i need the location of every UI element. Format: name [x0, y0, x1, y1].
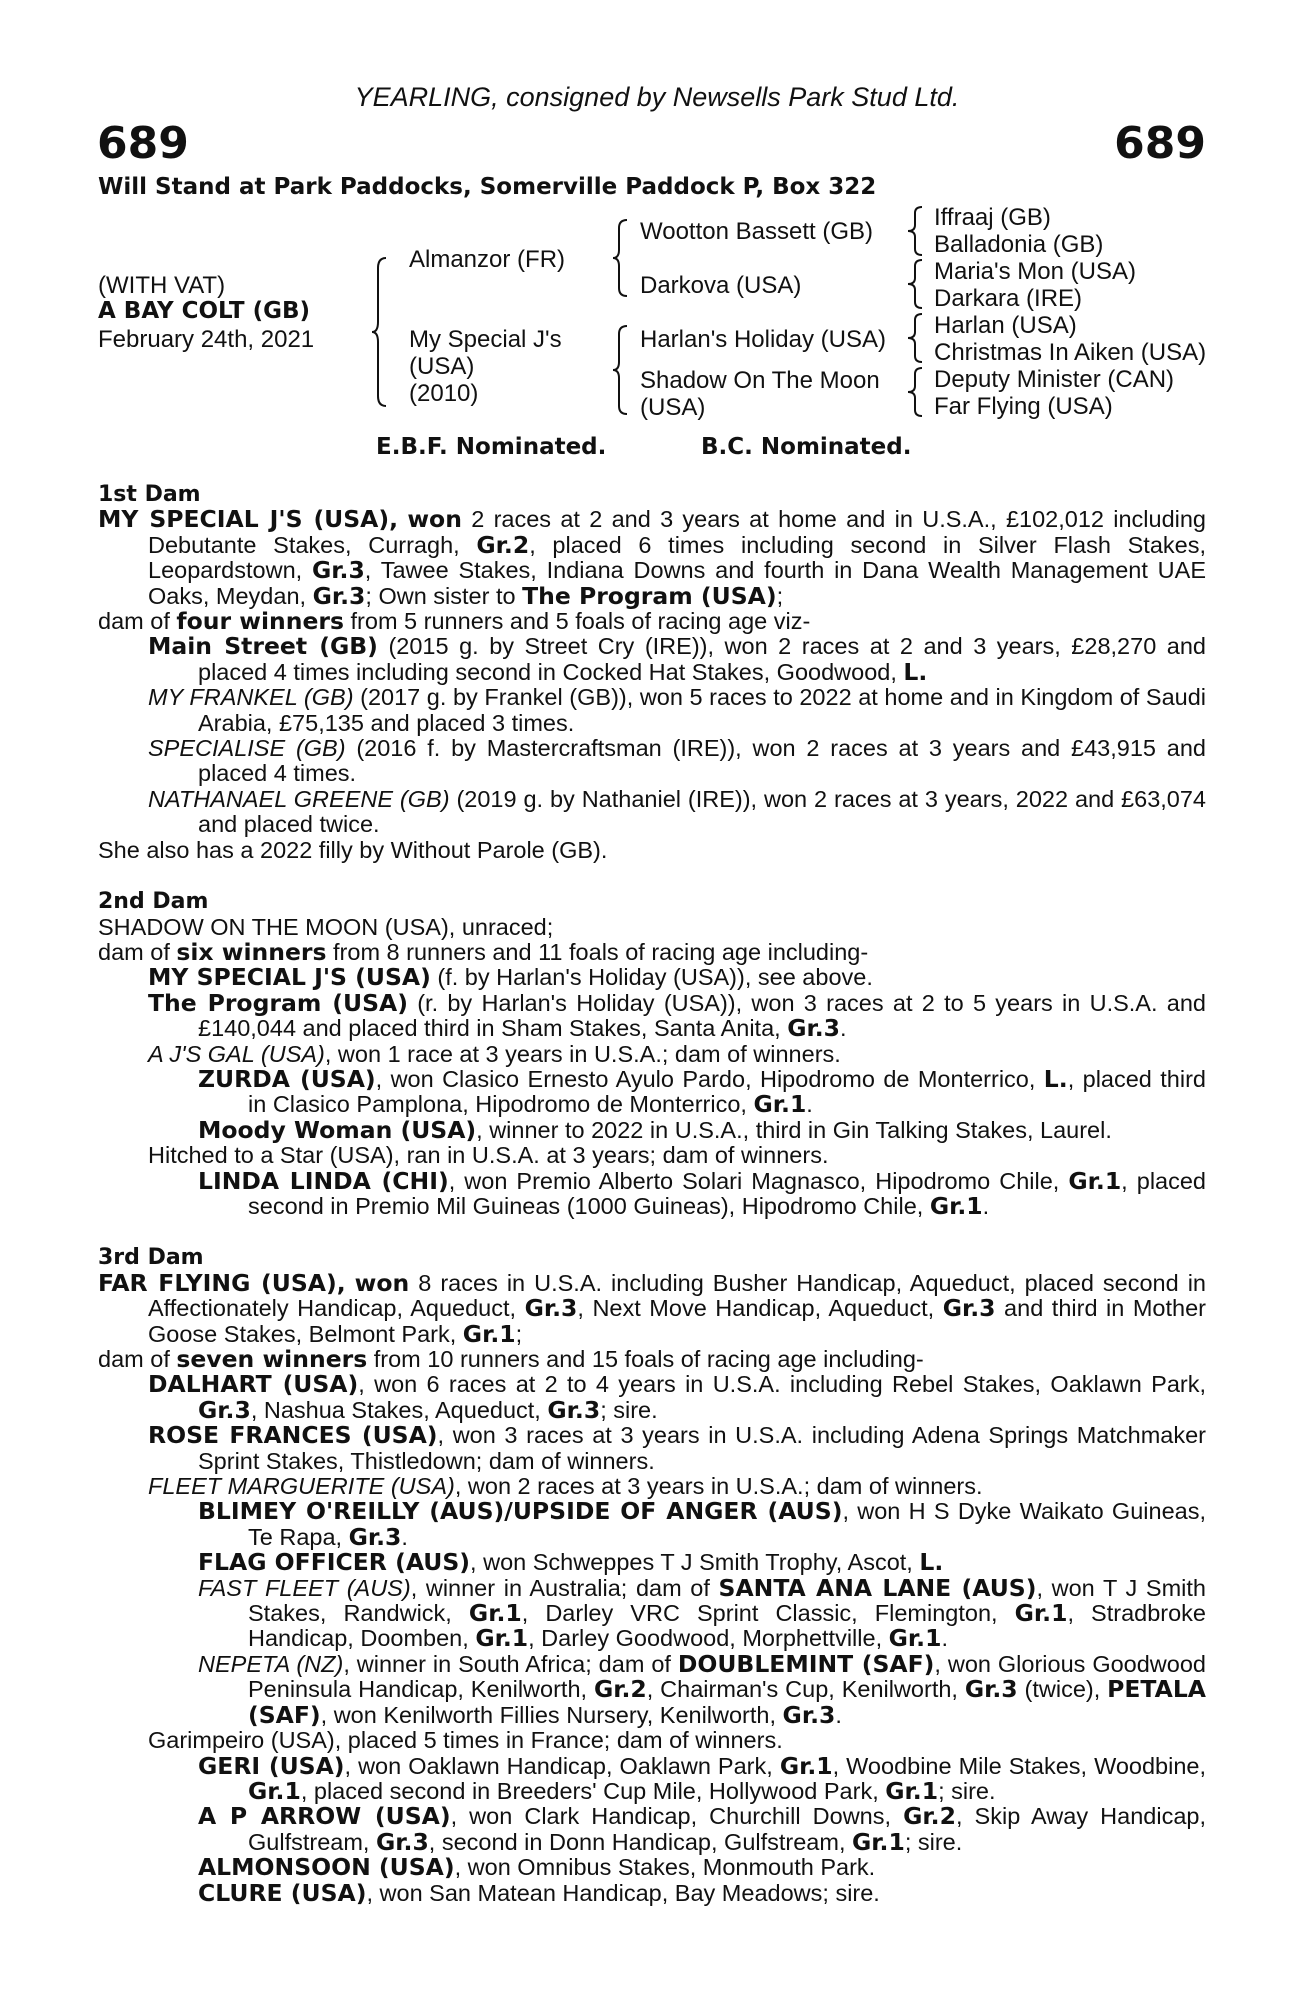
g3-ancestor: Balladonia (GB) — [934, 231, 1104, 258]
brace-main — [372, 256, 392, 408]
produce-entry: NATHANAEL GREENE (GB) (2019 g. by Nathaniel (IRE)), won 2 races at 3 years, 2022 and £63,074 and placed twice. — [148, 785, 1207, 838]
catalogue-body — [98, 482, 1206, 1906]
dam-dam-line2: (USA) — [640, 394, 706, 421]
third-dam-summary: FAR FLYING (USA), won 8 races in U.S.A. including Busher Handicap, Aqueduct, placed second in Affectionately Handicap, Aqueduct, Gr.3, Next Move Handicap, Aqueduct, Gr.3 and third in Mother Goose Stakes, Belmont Park, Gr.1; — [98, 1268, 1206, 1348]
produce-entry: ROSE FRANCES (USA), won 3 races at 3 years in U.S.A. including Adena Springs Matchmaker Sprint Stakes, Thistledown; dam of winners. — [148, 1421, 1206, 1474]
consignment-line: YEARLING, consigned by Newsells Park Stud Ltd. — [354, 82, 960, 112]
produce-entry: MY FRANKEL (GB) (2017 g. by Frankel (GB)), won 5 races to 2022 at home and in Kingdom of Saudi Arabia, £75,135 and placed 3 times. — [148, 684, 1206, 736]
produce-entry: DALHART (USA), won 6 races at 2 to 4 years in U.S.A. including Rebel Stakes, Oaklawn Park, Gr.3, Nashua Stakes, Aqueduct, Gr.3; sire. — [148, 1370, 1207, 1424]
second-dam-heading: 2nd Dam — [98, 889, 209, 915]
dam-dam-line1: Shadow On The Moon — [640, 367, 880, 394]
third-dam-produce-summary: dam of seven winners from 10 runners and 15 foals of racing age including- — [98, 1345, 924, 1373]
g3-ancestor: Christmas In Aiken (USA) — [934, 339, 1207, 366]
produce-entry: Main Street (GB) (2015 g. by Street Cry (IRE)), won 2 races at 2 and 3 years, £28,270 and placed 4 times including second in Cocked Hat Stakes, Goodwood, L. — [148, 632, 1206, 686]
produce-entry: LINDA LINDA (CHI), won Premio Alberto Solari Magnasco, Hipodromo Chile, Gr.1, placed second in Premio Mil Guineas (1000 Guineas), Hipodromo Chile, Gr.1. — [198, 1166, 1206, 1220]
sire-dam: Darkova (USA) — [640, 272, 802, 299]
first-dam-produce-summary: dam of four winners from 5 runners and 5 foals of racing age viz- — [98, 607, 811, 636]
first-dam-heading: 1st Dam — [98, 482, 201, 507]
vat-note: (WITH VAT) — [98, 272, 226, 299]
sire-sire: Wootton Bassett (GB) — [640, 218, 873, 245]
produce-entry: ZURDA (USA), won Clasico Ernesto Ayulo Pardo, Hipodromo de Monterrico, L., placed third in Clasico Pamplona, Hipodromo de Monterrico, Gr.1. — [198, 1064, 1206, 1119]
lot-title: A BAY COLT (GB) — [98, 298, 311, 324]
g3-ancestor: Maria's Mon (USA) — [934, 258, 1136, 285]
second-dam-summary: SHADOW ON THE MOON (USA), unraced; — [98, 913, 554, 940]
second-dam-produce-summary: dam of six winners from 8 runners and 11 foals of racing age including- — [98, 937, 869, 966]
stand-location: Will Stand at Park Paddocks, Somerville Paddock P, Box 322 — [98, 174, 877, 200]
sire-name: Almanzor (FR) — [409, 246, 566, 273]
lot-number-left: 689 — [97, 118, 189, 169]
produce-entry: NEPETA (NZ), winner in South Africa; dam of DOUBLEMINT (SAF), won Glorious Goodwood Peninsula Handicap, Kenilworth, Gr.2, Chairman's Cup, Kenilworth, Gr.3 (twice), PETALA (SAF), won Kenilworth Fillies Nursery, Kenilworth, Gr.3. — [198, 1649, 1206, 1729]
produce-entry: FLEET MARGUERITE (USA), won 2 races at 3 years in U.S.A.; dam of winners. — [148, 1473, 983, 1500]
g3-ancestor: Darkara (IRE) — [934, 285, 1083, 312]
produce-entry: GERI (USA), won Oaklawn Handicap, Oaklawn Park, Gr.1, Woodbine Mile Stakes, Woodbine, Gr.1, placed second in Breeders' Cup Mile, Hollywood Park, Gr.1; sire. — [198, 1751, 1207, 1805]
produce-entry: SPECIALISE (GB) (2016 f. by Mastercraftsman (IRE)), won 2 races at 3 years and £43,915 and placed 4 times. — [148, 735, 1206, 787]
brace-g3-1 — [908, 205, 924, 259]
bc-nomination: B.C. Nominated. — [701, 434, 912, 460]
produce-entry: Garimpeiro (USA), placed 5 times in France; dam of winners. — [148, 1727, 783, 1754]
produce-entry: A J'S GAL (USA), won 1 race at 3 years in U.S.A.; dam of winners. — [148, 1040, 841, 1067]
produce-entry: MY SPECIAL J'S (USA) (f. by Harlan's Holiday (USA)), see above. — [148, 963, 873, 992]
first-dam-summary: MY SPECIAL J'S (USA), won 2 races at 2 and 3 years at home and in U.S.A., £102,012 including Debutante Stakes, Curragh, Gr.2, placed 6 times including second in Silver Flash Stakes, Leopardstown, Gr.3, Tawee Stakes, Indiana Downs and fourth in Dana Wealth Management UAE Oaks, Meydan, Gr.3; Own sister to The Program (USA); — [98, 505, 1207, 610]
foaling-date: February 24th, 2021 — [98, 326, 315, 353]
dam-name-line1: My Special J's — [409, 326, 562, 353]
dam-sire: Harlan's Holiday (USA) — [640, 326, 886, 353]
g3-ancestor: Far Flying (USA) — [934, 393, 1113, 420]
brace-g3-4 — [908, 366, 924, 420]
produce-entry: CLURE (USA), won San Matean Handicap, Bay Meadows; sire. — [198, 1878, 880, 1907]
brace-g3-3 — [908, 312, 924, 366]
produce-entry: Hitched to a Star (USA), ran in U.S.A. at 3 years; dam of winners. — [148, 1142, 829, 1169]
produce-entry: FLAG OFFICER (AUS), won Schweppes T J Smith Trophy, Ascot, L. — [198, 1548, 944, 1577]
first-dam-also-note: She also has a 2022 filly by Without Parole (GB). — [98, 836, 608, 863]
lot-number-right: 689 — [1114, 118, 1206, 169]
brace-sire — [613, 218, 631, 300]
brace-dam — [613, 324, 631, 418]
produce-entry: The Program (USA) (r. by Harlan's Holiday (USA)), won 3 races at 2 to 5 years in U.S.A. and £140,044 and placed third in Sham Stakes, Santa Anita, Gr.3. — [148, 988, 1206, 1043]
g3-ancestor: Deputy Minister (CAN) — [934, 366, 1175, 393]
produce-entry: ALMONSOON (USA), won Omnibus Stakes, Monmouth Park. — [198, 1853, 876, 1882]
produce-entry: BLIMEY O'REILLY (AUS)/UPSIDE OF ANGER (AUS), won H S Dyke Waikato Guineas, Te Rapa, Gr.3. — [198, 1497, 1206, 1551]
produce-entry: Moody Woman (USA), winner to 2022 in U.S.A., third in Gin Talking Stakes, Laurel. — [198, 1115, 1112, 1144]
brace-g3-2 — [908, 258, 924, 312]
dam-name-line2: (USA) — [409, 353, 475, 380]
produce-entry: A P ARROW (USA), won Clark Handicap, Churchill Downs, Gr.2, Skip Away Handicap, Gulfstream, Gr.3, second in Donn Handicap, Gulfstream, Gr.1; sire. — [198, 1802, 1206, 1856]
g3-ancestor: Iffraaj (GB) — [934, 204, 1051, 231]
produce-entry: FAST FLEET (AUS), winner in Australia; dam of SANTA ANA LANE (AUS), won T J Smith Stakes, Randwick, Gr.1, Darley VRC Sprint Classic, Flemington, Gr.1, Stradbroke Handicap, Doomben, Gr.1, Darley Goodwood, Morphettville, Gr.1. — [198, 1573, 1207, 1653]
third-dam-heading: 3rd Dam — [98, 1245, 204, 1271]
ebf-nomination: E.B.F. Nominated. — [376, 434, 607, 460]
dam-name-line3: (2010) — [409, 380, 479, 407]
g3-ancestor: Harlan (USA) — [934, 312, 1077, 339]
